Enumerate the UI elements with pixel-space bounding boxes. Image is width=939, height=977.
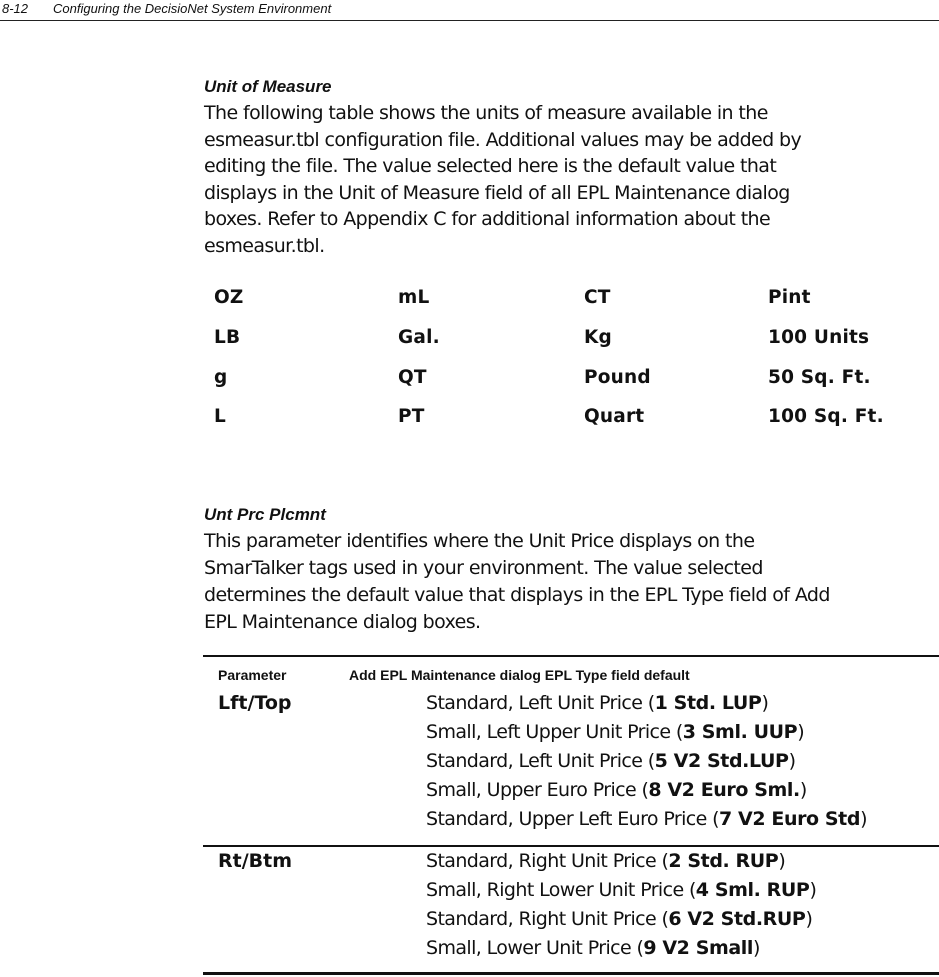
column-header-parameter: Parameter xyxy=(218,667,287,683)
paragraph-line: determines the default value that displays in the EPL Type field of Add xyxy=(204,584,830,606)
unit-value: L xyxy=(214,406,226,427)
option-row: Small, Left Upper Unit Price (3 Sml. UUP) xyxy=(426,721,805,743)
parameter-name: Lft/Top xyxy=(218,692,292,714)
page-number: 8-12 xyxy=(2,1,29,16)
unit-value: g xyxy=(214,367,228,388)
group-divider-rule xyxy=(203,845,939,847)
paragraph-line: esmeasur.tbl. xyxy=(204,234,325,257)
option-code: 3 Sml. UUP xyxy=(682,721,798,743)
unit-value: Pound xyxy=(584,367,651,388)
option-code: 5 V2 Std.LUP xyxy=(654,750,789,772)
unit-value: 100 Units xyxy=(768,327,870,348)
unit-value: mL xyxy=(398,287,430,308)
paragraph-line: displays in the Unit of Measure field of all EPL Maintenance dialog xyxy=(204,181,790,204)
parameter-name: Rt/Btm xyxy=(218,850,293,872)
page-header xyxy=(0,0,939,21)
option-row: Standard, Left Unit Price (1 Std. LUP) xyxy=(426,692,769,714)
option-code: 7 V2 Euro Std xyxy=(718,808,861,830)
option-row: Standard, Right Unit Price (2 Std. RUP) xyxy=(426,850,786,872)
table-top-rule xyxy=(203,655,939,657)
unit-value: Quart xyxy=(584,406,645,427)
column-header-default: Add EPL Maintenance dialog EPL Type field default xyxy=(349,667,690,683)
unit-value: Kg xyxy=(584,327,612,348)
paragraph-line: EPL Maintenance dialog boxes. xyxy=(204,611,481,633)
unit-value: PT xyxy=(398,406,425,427)
unit-value: Pint xyxy=(768,287,811,308)
option-row: Standard, Right Unit Price (6 V2 Std.RUP) xyxy=(426,908,813,930)
option-code: 8 V2 Euro Sml. xyxy=(648,779,800,801)
unit-value: LB xyxy=(214,327,241,348)
unit-value: CT xyxy=(584,287,611,308)
paragraph-line: boxes. Refer to Appendix C for additional information about the xyxy=(204,208,771,230)
table-bottom-rule xyxy=(203,972,939,975)
option-code: 2 Std. RUP xyxy=(668,850,779,872)
paragraph-line: The following table shows the units of measure available in the xyxy=(204,102,768,124)
option-row: Small, Upper Euro Price (8 V2 Euro Sml.) xyxy=(426,779,807,801)
unit-value: OZ xyxy=(214,287,244,308)
option-row: Small, Right Lower Unit Price (4 Sml. RUP) xyxy=(426,879,817,901)
paragraph-line: This parameter identifies where the Unit Price displays on the xyxy=(204,530,755,552)
option-code: 6 V2 Std.RUP xyxy=(668,908,806,930)
paragraph-line: esmeasur.tbl configuration file. Additional values may be added by xyxy=(204,128,802,151)
option-row: Standard, Left Unit Price (5 V2 Std.LUP) xyxy=(426,750,796,772)
unit-price-placement-heading: Unt Prc Plcmnt xyxy=(204,505,326,524)
unit-value: QT xyxy=(398,367,427,388)
unit-value: 100 Sq. Ft. xyxy=(768,406,884,427)
paragraph-line: editing the file. The value selected here is the default value that xyxy=(204,155,777,177)
option-code: 1 Std. LUP xyxy=(654,692,762,714)
unit-value: 50 Sq. Ft. xyxy=(768,367,871,388)
unit-value: Gal. xyxy=(398,327,440,348)
paragraph-line: SmarTalker tags used in your environment. The value selected xyxy=(204,557,763,579)
option-code: 9 V2 Small xyxy=(643,937,754,959)
option-code: 4 Sml. RUP xyxy=(695,879,810,901)
option-row: Small, Lower Unit Price (9 V2 Small) xyxy=(426,937,760,959)
option-row: Standard, Upper Left Euro Price (7 V2 Euro Std) xyxy=(426,808,867,830)
unit-of-measure-heading: Unit of Measure xyxy=(204,77,332,96)
chapter-title: Configuring the DecisioNet System Environment xyxy=(53,1,332,16)
